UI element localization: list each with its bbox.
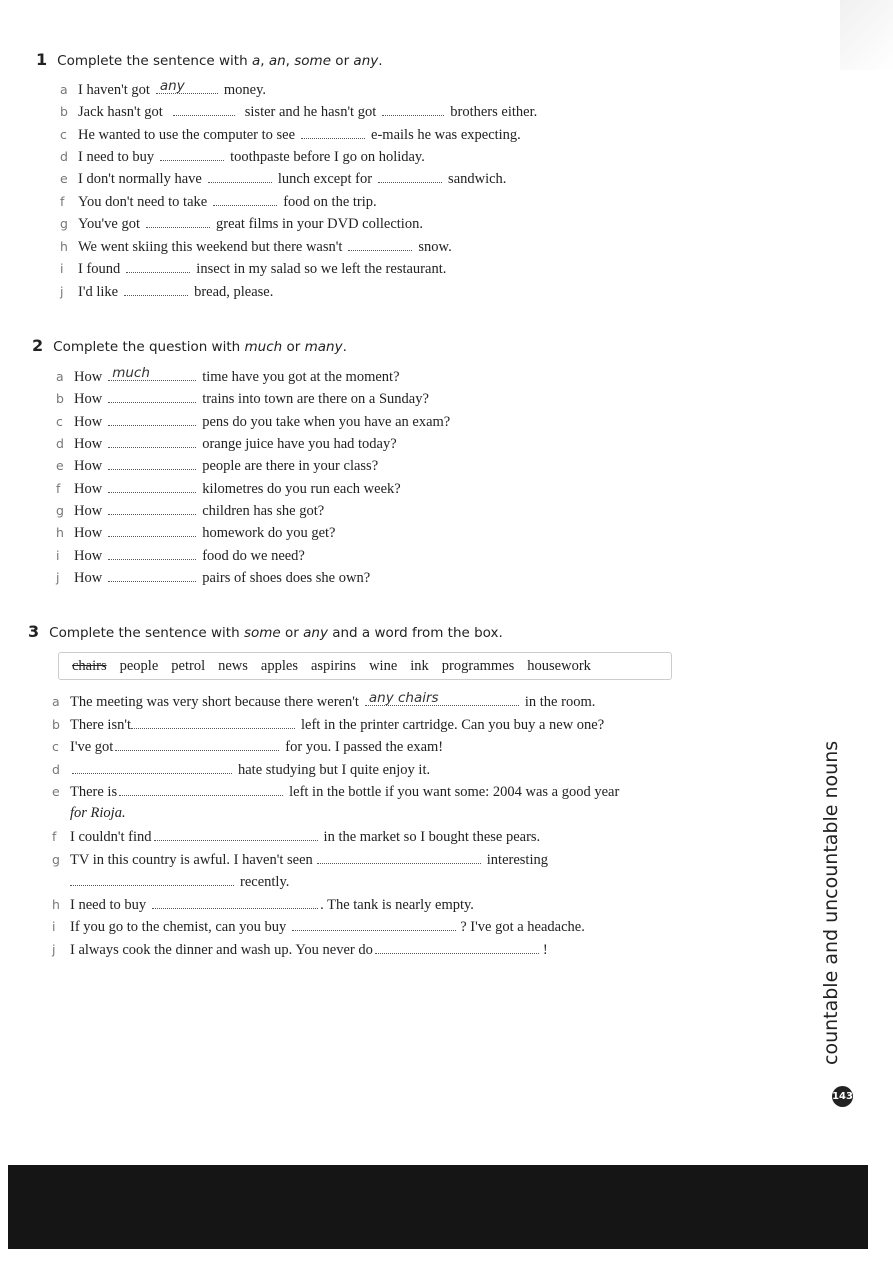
exercise-line: g TV in this country is awful. I haven't seen interesting [52,852,548,868]
exercise-line: h How homework do you get? [56,525,336,541]
exercise-line: j How pairs of shoes does she own? [56,570,371,586]
answer-blank[interactable] [160,148,224,161]
exercise-2-heading: 2 Complete the question with much or many. [32,336,347,355]
exercise-line: c He wanted to use the computer to see e-mails he was expecting. [60,127,521,143]
word-box [58,652,672,680]
answer-blank[interactable] [108,480,196,493]
exercise-line: j I'd like bread, please. [60,284,274,300]
exercise-line: d hate studying but I quite enjoy it. [52,762,431,778]
exercise-line: i How food do we need? [56,548,305,564]
scan-dark-footer-band [8,1165,868,1249]
box-word: news [218,658,248,674]
section-side-title: countable and uncountable nouns [820,740,842,1065]
exercise-line: f How kilometres do you run each week? [56,481,401,497]
answer-blank[interactable] [108,569,196,582]
page-number-badge: 143 [832,1086,853,1107]
exercise-line: i I found insect in my salad so we left the restaurant. [60,261,447,277]
box-word-crossed: chairs [72,658,107,674]
exercise-line-continuation: for Rioja. [70,805,126,821]
answer-blank[interactable] [108,457,196,470]
exercise-number: 3 [28,622,40,641]
answer-blank[interactable] [365,690,519,706]
answer-blank[interactable] [108,413,196,426]
answer-blank[interactable] [108,524,196,537]
answer-blank[interactable] [108,365,196,381]
exercise-line: h We went skiing this weekend but there wasn't snow. [60,239,452,255]
exercise-line: g You've got great films in your DVD collection. [60,216,423,232]
answer-blank[interactable] [108,547,196,560]
answer-blank[interactable] [108,502,196,515]
answer-blank[interactable] [108,435,196,448]
answer-blank[interactable] [301,126,365,139]
box-word: aspirins [310,658,357,674]
exercise-line: a The meeting was very short because there weren't any chairs in the room. [52,690,596,710]
box-word: apples [260,658,298,674]
answer-blank[interactable] [173,103,235,116]
exercise-line: h I need to buy . The tank is nearly empty. [52,897,474,913]
box-word: petrol [171,658,206,674]
box-word: programmes [441,658,515,674]
answer-blank[interactable] [156,78,218,94]
exercise-1-heading: 1 Complete the sentence with a, an, some or any. [36,50,383,69]
exercise-line: a I haven't got any money. [60,78,267,98]
answer-blank[interactable] [375,941,539,954]
exercise-line: d How orange juice have you had today? [56,436,397,452]
exercise-line: b How trains into town are there on a Sunday? [56,391,429,407]
answer-blank[interactable] [378,170,442,183]
handwritten-answer: much [112,365,150,381]
exercise-line: f You don't need to take food on the trip. [60,194,377,210]
answer-blank[interactable] [131,716,295,729]
exercise-line: b There isn't left in the printer cartridge. Can you buy a new one? [52,717,605,733]
answer-blank[interactable] [126,260,190,273]
handwritten-answer: any [159,78,185,94]
box-word: people [119,658,159,674]
answer-blank[interactable] [213,193,277,206]
exercise-line: i If you go to the chemist, can you buy ? I've got a headache. [52,919,585,935]
box-word: wine [369,658,398,674]
exercise-line: e There is left in the bottle if you want some: 2004 was a good year [52,784,620,800]
answer-blank[interactable] [108,390,196,403]
exercise-line: e How people are there in your class? [56,458,379,474]
page-corner-shade [840,0,893,70]
exercise-line: g How children has she got? [56,503,325,519]
answer-blank[interactable] [72,761,232,774]
box-word: housework [527,658,591,674]
answer-blank[interactable] [119,783,283,796]
answer-blank[interactable] [317,851,481,864]
exercise-line: b Jack hasn't got sister and he hasn't got brothers either. [60,104,538,120]
exercise-line: e I don't normally have lunch except for sandwich. [60,171,507,187]
exercise-line: a How much time have you got at the moment? [56,365,400,385]
exercise-line: f I couldn't find in the market so I bought these pears. [52,829,541,845]
answer-blank[interactable] [154,828,318,841]
answer-blank[interactable] [348,238,412,251]
exercise-line-continuation: recently. [70,873,289,891]
exercise-line: d I need to buy toothpaste before I go on holiday. [60,149,425,165]
box-word: ink [410,658,429,674]
answer-blank[interactable] [70,873,234,886]
answer-blank[interactable] [208,170,272,183]
answer-blank[interactable] [124,283,188,296]
exercise-line: c How pens do you take when you have an exam? [56,414,451,430]
answer-blank[interactable] [152,896,318,909]
answer-blank[interactable] [146,215,210,228]
exercise-number: 2 [32,336,44,355]
answer-blank[interactable] [382,103,444,116]
exercise-3-heading: 3 Complete the sentence with some or any and a word from the box. [28,622,503,641]
handwritten-answer: any chairs [368,690,439,706]
exercise-line: c I've got for you. I passed the exam! [52,739,444,755]
exercise-number: 1 [36,50,48,69]
exercise-line: j I always cook the dinner and wash up. You never do ! [52,942,548,958]
answer-blank[interactable] [115,738,279,751]
answer-blank[interactable] [292,918,456,931]
